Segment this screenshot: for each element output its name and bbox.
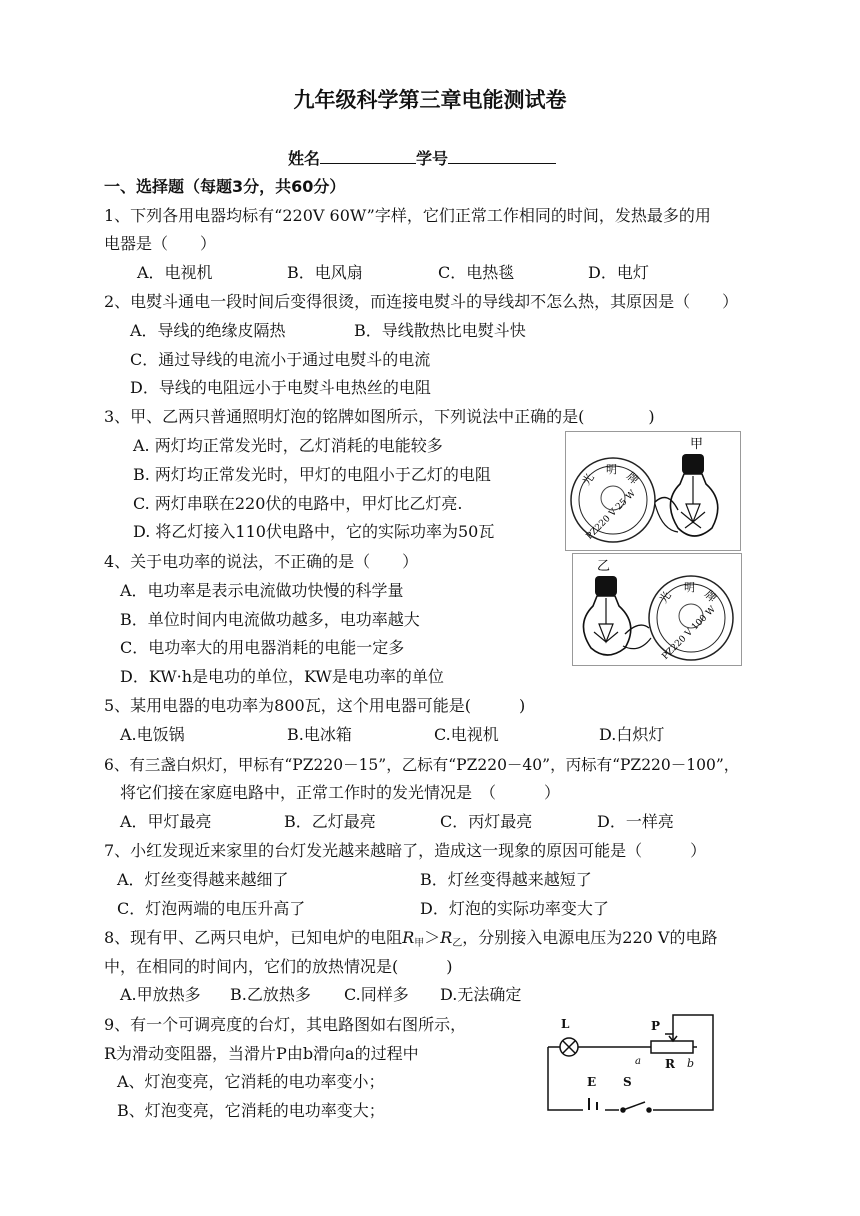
bulb-figure-jia bbox=[565, 431, 741, 551]
label-P: P bbox=[651, 1019, 661, 1033]
q4-option-a: A．电功率是表示电流做功快慢的科学量 bbox=[120, 581, 404, 600]
q3-option-b: B. 两灯均正常发光时，甲灯的电阻小于乙灯的电阻 bbox=[133, 465, 491, 484]
plate-char-2: 明 bbox=[606, 463, 617, 476]
q1-option-a: A．电视机 bbox=[137, 263, 213, 282]
q6-option-b: B．乙灯最亮 bbox=[284, 812, 376, 831]
label-R: R bbox=[665, 1057, 675, 1071]
label-E: E bbox=[587, 1075, 597, 1089]
q1-option-c: C．电热毯 bbox=[438, 263, 515, 282]
yi-label: 乙 bbox=[597, 559, 611, 574]
q6-option-a: A．甲灯最亮 bbox=[120, 812, 212, 831]
q8-option-c: C.同样多 bbox=[344, 985, 409, 1004]
q8-stem-pre: 8、现有甲、乙两只电炉，已知电炉的电阻 bbox=[104, 928, 403, 947]
plate-char-1: 光 bbox=[579, 471, 597, 488]
q8-option-b: B.乙放热多 bbox=[230, 985, 311, 1004]
q1-option-d: D．电灯 bbox=[588, 263, 649, 282]
q9-option-b: B、灯泡变亮，它消耗的电功率变大； bbox=[117, 1101, 385, 1120]
q2-option-d: D．导线的电阻远小于电熨斗电热丝的电阻 bbox=[130, 378, 431, 397]
q8-r-yi: R bbox=[440, 928, 453, 947]
q5-option-a: A.电饭锅 bbox=[120, 725, 185, 744]
q8-option-a: A.甲放热多 bbox=[120, 985, 201, 1004]
q2-option-b: B．导线散热比电熨斗快 bbox=[354, 321, 526, 340]
q4-option-d: D．KW·h是电功的单位，KW是电功率的单位 bbox=[120, 667, 444, 686]
q8-stem-2: 中，在相同的时间内，它们的放热情况是( ) bbox=[104, 957, 453, 976]
q8-sub-jia: 甲 bbox=[414, 938, 425, 949]
q3-stem: 3、甲、乙两只普通照明灯泡的铭牌如图所示，下列说法中正确的是( ) bbox=[104, 407, 655, 426]
q4-stem: 4、关于电功率的说法，不正确的是（ ） bbox=[104, 552, 419, 571]
name-blank[interactable] bbox=[320, 147, 416, 164]
q3-option-a: A. 两灯均正常发光时，乙灯消耗的电能较多 bbox=[133, 436, 443, 455]
page-title: 九年级科学第三章电能测试卷 bbox=[293, 88, 567, 112]
q2-option-a: A．导线的绝缘皮隔热 bbox=[130, 321, 286, 340]
q9-stem-2: R为滑动变阻器，当滑片P由b滑向a的过程中 bbox=[104, 1044, 419, 1063]
q7-option-c: C．灯泡两端的电压升高了 bbox=[117, 899, 306, 918]
q1-stem-2: 电器是（ ） bbox=[104, 234, 217, 253]
plate-char-2: 明 bbox=[684, 581, 695, 594]
q9-option-a: A、灯泡变亮，它消耗的电功率变小； bbox=[117, 1072, 385, 1091]
label-b: b bbox=[687, 1057, 695, 1070]
q6-option-c: C．丙灯最亮 bbox=[440, 812, 533, 831]
name-label: 姓名 bbox=[288, 149, 321, 168]
jia-rating: PZ220 V 25 W bbox=[584, 488, 638, 542]
q5-option-c: C.电视机 bbox=[434, 725, 499, 744]
jia-label: 甲 bbox=[690, 437, 704, 452]
plate-char-3: 牌 bbox=[701, 587, 719, 605]
circuit-diagram bbox=[543, 1010, 719, 1116]
q6-stem: 6、有三盏白炽灯，甲标有“PZ220－15”，乙标有“PZ220－40”，丙标有“PZ220－100”， bbox=[104, 756, 740, 774]
q7-stem: 7、小红发现近来家里的台灯发光越来越暗了，造成这一现象的原因可能是（ ） bbox=[104, 841, 707, 860]
q4-option-b: B．单位时间内电流做功越多，电功率越大 bbox=[120, 610, 420, 629]
q5-stem: 5、某用电器的电功率为800瓦，这个用电器可能是( ) bbox=[104, 696, 526, 715]
q3-option-c: C. 两灯串联在220伏的电路中，甲灯比乙灯亮. bbox=[133, 494, 463, 513]
q8-gt: ＞ bbox=[424, 928, 441, 947]
q8-stem bbox=[104, 928, 717, 954]
section-heading: 一、选择题（每题3分，共60分） bbox=[104, 177, 346, 196]
q4-option-c: C．电功率大的用电器消耗的电能一定多 bbox=[120, 638, 405, 657]
q6-option-d: D．一样亮 bbox=[597, 812, 674, 831]
q8-option-d: D.无法确定 bbox=[440, 985, 522, 1004]
yi-rating: PZ220 V 100 W bbox=[660, 604, 718, 662]
q2-option-c: C．通过导线的电流小于通过电熨斗的电流 bbox=[130, 350, 431, 369]
q5-option-d: D.白炽灯 bbox=[599, 725, 665, 744]
q7-option-b: B．灯丝变得越来越短了 bbox=[420, 870, 592, 889]
bulb-figure-yi bbox=[572, 553, 742, 666]
q9-stem: 9、有一个可调亮度的台灯，其电路图如右图所示， bbox=[104, 1015, 467, 1034]
plate-char-1: 光 bbox=[656, 589, 674, 606]
q1-option-b: B．电风扇 bbox=[287, 263, 363, 282]
q2-stem: 2、电熨斗通电一段时间后变得很烫，而连接电熨斗的导线却不怎么热，其原因是（ ） bbox=[104, 292, 739, 311]
q6-stem-2: 将它们接在家庭电路中，正常工作时的发光情况是 （ ） bbox=[120, 783, 561, 802]
q8-sub-yi: 乙 bbox=[452, 938, 463, 949]
q5-option-b: B.电冰箱 bbox=[287, 725, 352, 744]
q8-stem-post: ，分别接入电源电压为220 V的电路 bbox=[462, 928, 718, 947]
plate-char-3: 牌 bbox=[623, 469, 641, 487]
label-S: S bbox=[623, 1075, 632, 1089]
q8-r-jia: R bbox=[402, 928, 415, 947]
id-label: 学号 bbox=[416, 149, 449, 168]
student-info-line bbox=[288, 147, 556, 169]
q7-option-d: D．灯泡的实际功率变大了 bbox=[420, 899, 609, 918]
q7-option-a: A．灯丝变得越来越细了 bbox=[117, 870, 289, 889]
q1-stem: 1、下列各用电器均标有“220V 60W”字样，它们正常工作相同的时间，发热最多的用 bbox=[104, 206, 711, 225]
id-blank[interactable] bbox=[448, 147, 556, 164]
label-a: a bbox=[635, 1056, 641, 1067]
q3-option-d: D. 将乙灯接入110伏电路中，它的实际功率为50瓦 bbox=[133, 522, 495, 541]
label-L: L bbox=[561, 1017, 570, 1031]
